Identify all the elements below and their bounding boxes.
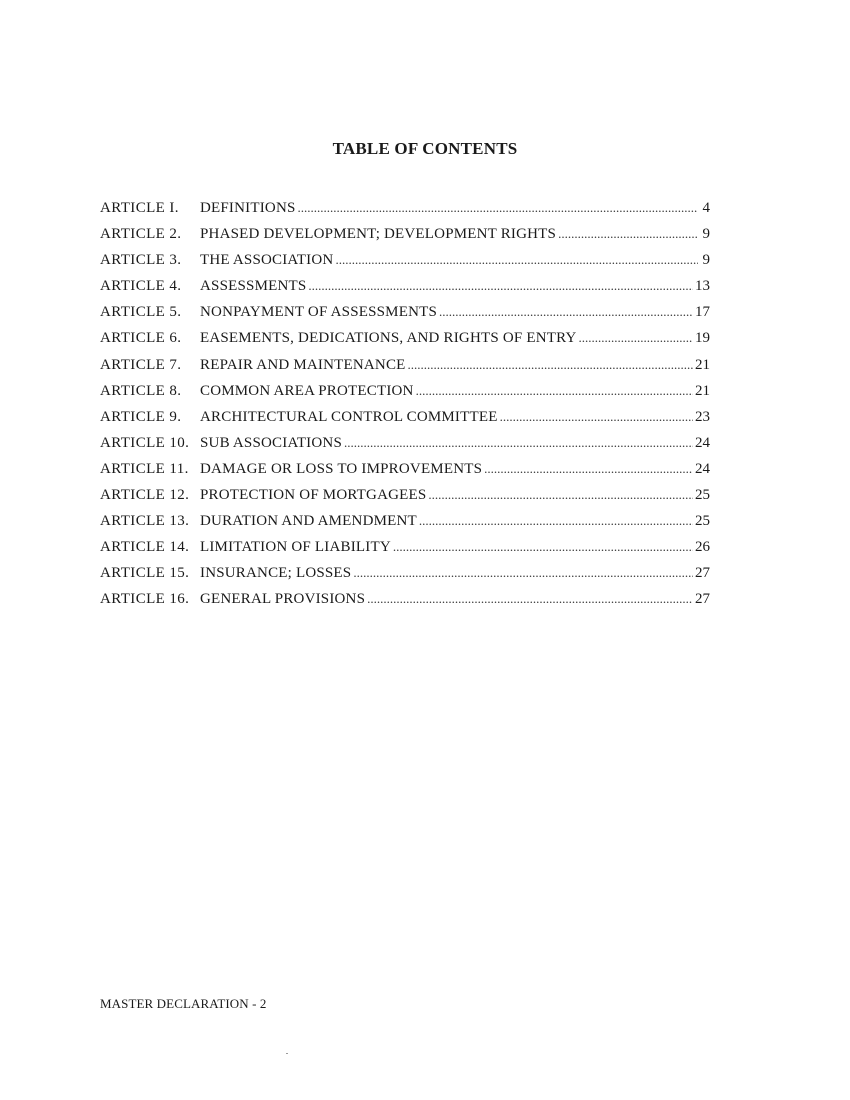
toc-article-heading: DEFINITIONS bbox=[200, 200, 296, 216]
toc-article-heading: GENERAL PROVISIONS bbox=[200, 591, 366, 608]
dot-leader bbox=[298, 199, 698, 217]
dot-leader bbox=[500, 408, 693, 426]
toc-entry bbox=[200, 434, 710, 452]
toc-article-heading: SUB ASSOCIATIONS bbox=[200, 434, 342, 451]
toc-article-number: ARTICLE 2. bbox=[100, 226, 182, 243]
toc-article-number: ARTICLE 9. bbox=[100, 408, 182, 425]
toc-entry bbox=[200, 564, 710, 582]
dot-leader bbox=[419, 512, 693, 530]
toc-article-number: ARTICLE 6. bbox=[100, 330, 182, 347]
scan-speck bbox=[286, 1053, 288, 1054]
toc-article-heading: DAMAGE OR LOSS TO IMPROVEMENTS bbox=[200, 460, 483, 477]
toc-article-number: ARTICLE 7. bbox=[100, 356, 182, 373]
toc-article-number: ARTICLE 15. bbox=[100, 565, 190, 582]
toc-entry bbox=[200, 303, 710, 321]
toc-entry bbox=[200, 590, 710, 608]
toc-row[interactable] bbox=[100, 356, 710, 382]
dot-leader bbox=[367, 590, 693, 608]
toc-title: TABLE OF CONTENTS bbox=[332, 139, 518, 158]
toc-article-heading: COMMON AREA PROTECTION bbox=[200, 382, 414, 399]
dot-leader bbox=[579, 329, 693, 347]
toc-page-number: 25 bbox=[695, 487, 710, 504]
toc-page-number: 9 bbox=[702, 252, 710, 269]
toc-entry bbox=[200, 382, 710, 400]
toc-page-number: 13 bbox=[695, 278, 710, 295]
dot-leader bbox=[408, 356, 693, 374]
toc-article-number: ARTICLE 16. bbox=[100, 591, 190, 608]
toc-page-number: 23 bbox=[695, 408, 710, 425]
toc-article-number: ARTICLE 12. bbox=[100, 487, 190, 504]
toc-entry bbox=[200, 277, 710, 295]
toc-article-number: ARTICLE 13. bbox=[100, 513, 190, 530]
toc-row[interactable] bbox=[100, 460, 710, 486]
toc-article-number: ARTICLE 8. bbox=[100, 382, 182, 399]
toc-list bbox=[100, 199, 710, 617]
toc-entry bbox=[200, 199, 710, 217]
toc-page-number: 27 bbox=[695, 591, 710, 608]
toc-row[interactable] bbox=[100, 251, 710, 277]
toc-entry bbox=[200, 408, 710, 426]
toc-page-number: 25 bbox=[695, 513, 710, 530]
toc-row[interactable] bbox=[100, 303, 710, 329]
toc-page-number: 4 bbox=[702, 200, 710, 216]
toc-article-number: ARTICLE 11. bbox=[100, 460, 189, 477]
toc-article-heading: THE ASSOCIATION bbox=[200, 252, 334, 269]
toc-row[interactable] bbox=[100, 590, 710, 616]
dot-leader bbox=[416, 382, 693, 400]
toc-page-number: 21 bbox=[695, 356, 710, 373]
toc-page-number: 27 bbox=[695, 565, 710, 582]
toc-entry bbox=[200, 538, 710, 556]
toc-page-number: 26 bbox=[695, 539, 710, 556]
toc-article-heading: EASEMENTS, DEDICATIONS, AND RIGHTS OF ENTRY bbox=[200, 330, 577, 347]
toc-row[interactable] bbox=[100, 512, 710, 538]
toc-article-heading: NONPAYMENT OF ASSESSMENTS bbox=[200, 304, 438, 321]
toc-article-heading: PROTECTION OF MORTGAGEES bbox=[200, 487, 427, 504]
toc-article-heading: INSURANCE; LOSSES bbox=[200, 565, 352, 582]
toc-article-heading: ASSESSMENTS bbox=[200, 278, 307, 295]
dot-leader bbox=[428, 486, 693, 504]
toc-article-heading: ARCHITECTURAL CONTROL COMMITTEE bbox=[200, 408, 498, 425]
toc-row[interactable] bbox=[100, 564, 710, 590]
toc-article-heading: LIMITATION OF LIABILITY bbox=[200, 539, 391, 556]
toc-page-number: 24 bbox=[695, 460, 710, 477]
toc-row[interactable] bbox=[100, 486, 710, 512]
toc-page-number: 24 bbox=[695, 434, 710, 451]
page-footer: MASTER DECLARATION - 2 bbox=[100, 996, 267, 1011]
toc-article-number: ARTICLE 4. bbox=[100, 278, 182, 295]
toc-row[interactable] bbox=[100, 538, 710, 564]
dot-leader bbox=[558, 225, 698, 243]
toc-page-number: 21 bbox=[695, 382, 710, 399]
toc-entry bbox=[200, 486, 710, 504]
toc-article-heading: DURATION AND AMENDMENT bbox=[200, 513, 417, 530]
toc-page-number: 17 bbox=[695, 304, 710, 321]
toc-row[interactable] bbox=[100, 408, 710, 434]
toc-entry bbox=[200, 460, 710, 478]
toc-row[interactable] bbox=[100, 329, 710, 355]
toc-row[interactable] bbox=[100, 277, 710, 303]
dot-leader bbox=[353, 564, 693, 582]
toc-row[interactable] bbox=[100, 225, 710, 251]
toc-entry bbox=[200, 512, 710, 530]
toc-entry bbox=[200, 356, 710, 374]
toc-article-number: ARTICLE 3. bbox=[100, 252, 182, 269]
toc-entry bbox=[200, 225, 710, 243]
toc-row[interactable] bbox=[100, 434, 710, 460]
toc-article-number: ARTICLE 14. bbox=[100, 539, 190, 556]
toc-row[interactable] bbox=[100, 382, 710, 408]
toc-row[interactable] bbox=[100, 199, 710, 225]
toc-article-heading: PHASED DEVELOPMENT; DEVELOPMENT RIGHTS bbox=[200, 226, 557, 243]
toc-page-number: 19 bbox=[695, 330, 710, 347]
dot-leader bbox=[484, 460, 693, 478]
toc-entry bbox=[200, 251, 710, 269]
dot-leader bbox=[344, 434, 693, 452]
toc-article-heading: REPAIR AND MAINTENANCE bbox=[200, 356, 406, 373]
dot-leader bbox=[393, 538, 693, 556]
toc-article-number: ARTICLE 10. bbox=[100, 434, 190, 451]
toc-article-number: ARTICLE I. bbox=[100, 200, 179, 216]
toc-page-number: 9 bbox=[702, 226, 710, 243]
toc-entry bbox=[200, 329, 710, 347]
dot-leader bbox=[308, 277, 693, 295]
toc-article-number: ARTICLE 5. bbox=[100, 304, 182, 321]
dot-leader bbox=[335, 251, 698, 269]
dot-leader bbox=[439, 303, 693, 321]
